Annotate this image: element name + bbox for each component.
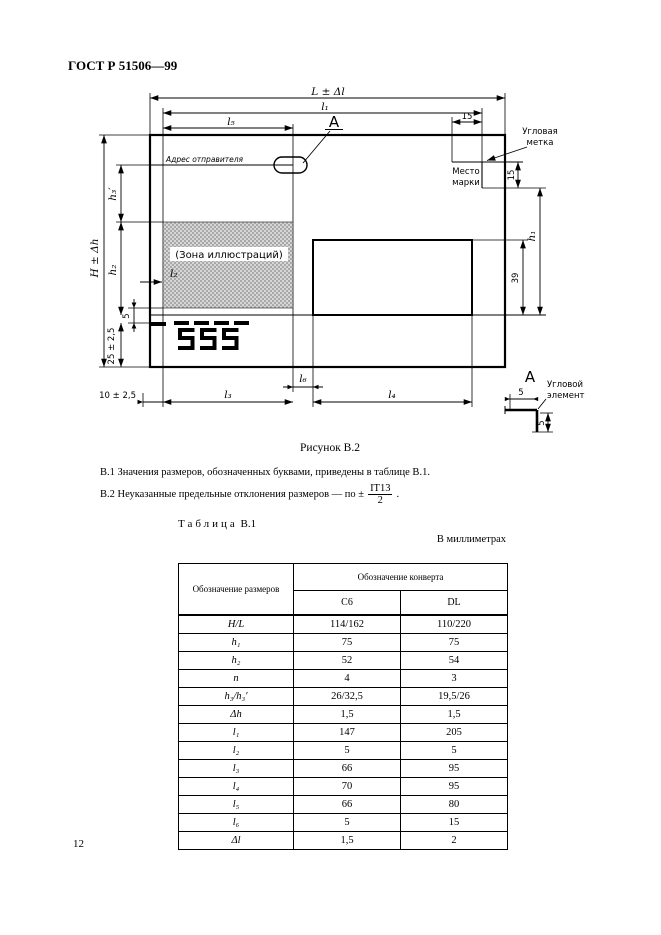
table-row bbox=[179, 688, 508, 706]
dim-15-right: 15 bbox=[507, 169, 517, 181]
detail-a-corner-element bbox=[505, 368, 585, 432]
col-header-dl: DL bbox=[401, 591, 508, 616]
table-row bbox=[179, 670, 508, 688]
table-row bbox=[179, 814, 508, 832]
postal-code-digits bbox=[178, 330, 239, 348]
dim-h2: h₂ bbox=[107, 264, 119, 276]
c6-value: 66 bbox=[294, 760, 401, 778]
corner-mark-label-2: метка bbox=[526, 138, 554, 148]
dl-value: 205 bbox=[401, 724, 508, 742]
dl-value: 2 bbox=[401, 832, 508, 850]
dim-l1: l₁ bbox=[321, 101, 329, 113]
table-row bbox=[179, 615, 508, 634]
corner-element-label-2: элемент bbox=[547, 391, 585, 401]
c6-value: 114/162 bbox=[294, 615, 401, 634]
dl-value: 15 bbox=[401, 814, 508, 832]
dim-L: L ± Δl bbox=[311, 86, 345, 98]
dl-value: 80 bbox=[401, 796, 508, 814]
table-row bbox=[179, 760, 508, 778]
table-row bbox=[179, 652, 508, 670]
dl-value: 110/220 bbox=[401, 615, 508, 634]
row-label: l₂ bbox=[179, 742, 294, 760]
detail-a-letter: А bbox=[524, 368, 536, 386]
table-title-word: Таблица bbox=[178, 518, 238, 530]
dim-l3: l₃ bbox=[224, 389, 232, 401]
table-row bbox=[179, 724, 508, 742]
dl-value: 54 bbox=[401, 652, 508, 670]
corner-element-leader bbox=[538, 399, 546, 409]
table-row bbox=[179, 796, 508, 814]
recipient-address-zone bbox=[313, 240, 472, 315]
dim-l2: l₂ bbox=[170, 268, 178, 280]
fraction-numerator: IT13 bbox=[370, 483, 391, 494]
row-label: n bbox=[179, 670, 294, 688]
dl-value: 75 bbox=[401, 634, 508, 652]
view-a-letter: А bbox=[328, 113, 340, 131]
dl-value: 5 bbox=[401, 742, 508, 760]
dim-25: 25 ± 2,5 bbox=[107, 327, 117, 365]
dim-39: 39 bbox=[511, 272, 521, 284]
figure-caption: Рисунок В.2 bbox=[300, 442, 360, 454]
note-b2-period: . bbox=[396, 489, 400, 501]
postal-digit-5 bbox=[222, 330, 239, 348]
c6-value: 75 bbox=[294, 634, 401, 652]
postal-digit-5 bbox=[200, 330, 217, 348]
row-label: Δl bbox=[179, 832, 294, 850]
dim-l6: l₆ bbox=[299, 373, 307, 385]
c6-value: 4 bbox=[294, 670, 401, 688]
left-dimensions bbox=[89, 135, 163, 367]
dl-value: 3 bbox=[401, 670, 508, 688]
dl-value: 1,5 bbox=[401, 706, 508, 724]
stamp-place-label-1: Место bbox=[452, 167, 480, 177]
col-header-envelope: Обозначение конверта bbox=[294, 564, 508, 591]
sender-address-label: Адрес отправителя bbox=[166, 155, 243, 164]
row-label: h₂ bbox=[179, 652, 294, 670]
dim-H: H ± Δh bbox=[89, 238, 101, 278]
dim-15-top: 15 bbox=[461, 112, 473, 122]
dim-h3: h₃′ bbox=[107, 187, 119, 201]
figure-b2-drawing bbox=[0, 80, 661, 440]
dim-l4: l₄ bbox=[388, 389, 396, 401]
table-row bbox=[179, 634, 508, 652]
dim-l2-group bbox=[140, 268, 178, 282]
corner-mark-label-1: Угловая bbox=[522, 127, 558, 137]
postal-code-strip bbox=[150, 321, 249, 348]
dl-value: 95 bbox=[401, 760, 508, 778]
dim-l5: l₅ bbox=[227, 116, 235, 128]
table-row bbox=[179, 742, 508, 760]
table-row bbox=[179, 832, 508, 850]
dim-5-corner-v: 5 bbox=[537, 420, 547, 426]
c6-value: 1,5 bbox=[294, 832, 401, 850]
table-header-row-1 bbox=[179, 564, 508, 591]
dl-value: 95 bbox=[401, 778, 508, 796]
table-units: В миллиметрах bbox=[436, 534, 506, 545]
row-label: l₄ bbox=[179, 778, 294, 796]
note-b1: В.1 Значения размеров, обозначенных буквами, приведены в таблице В.1. bbox=[100, 467, 430, 478]
row-label: Δh bbox=[179, 706, 294, 724]
c6-value: 26/32,5 bbox=[294, 688, 401, 706]
row-label: l₅ bbox=[179, 796, 294, 814]
dim-h1: h₁ bbox=[526, 230, 538, 242]
tolerance-fraction bbox=[368, 483, 392, 506]
col-header-c6: С6 bbox=[294, 591, 401, 616]
table-row bbox=[179, 706, 508, 724]
row-label: H/L bbox=[179, 615, 294, 634]
dl-value: 19,5/26 bbox=[401, 688, 508, 706]
c6-value: 1,5 bbox=[294, 706, 401, 724]
bottom-dimensions bbox=[99, 373, 472, 407]
table-b1 bbox=[178, 518, 508, 850]
table-row bbox=[179, 778, 508, 796]
postal-digit-5 bbox=[178, 330, 195, 348]
c6-value: 5 bbox=[294, 742, 401, 760]
table-title-number: В.1 bbox=[240, 518, 257, 530]
corner-mark-leader bbox=[487, 147, 527, 161]
standard-number: ГОСТ Р 51506—99 bbox=[68, 58, 178, 73]
c6-value: 70 bbox=[294, 778, 401, 796]
dimensions-table bbox=[178, 563, 508, 850]
c6-value: 147 bbox=[294, 724, 401, 742]
c6-value: 5 bbox=[294, 814, 401, 832]
col-header-sizes: Обозначение размеров bbox=[179, 564, 294, 616]
note-b2-text: В.2 Неуказанные предельные отклонения размеров — по ± bbox=[100, 489, 365, 501]
row-label: l₁ bbox=[179, 724, 294, 742]
page-number: 12 bbox=[73, 838, 84, 850]
c6-value: 52 bbox=[294, 652, 401, 670]
note-b2 bbox=[100, 483, 399, 506]
illustration-zone bbox=[163, 222, 293, 308]
row-label: h₃/h₃′ bbox=[179, 688, 294, 706]
dim-5-left: 5 bbox=[122, 313, 132, 319]
row-label: l₃ bbox=[179, 760, 294, 778]
corner-element-label-1: Угловой bbox=[547, 380, 584, 390]
table-title bbox=[178, 518, 508, 530]
c6-value: 66 bbox=[294, 796, 401, 814]
illustration-zone-label: (Зона иллюстраций) bbox=[175, 250, 283, 261]
row-label: l₆ bbox=[179, 814, 294, 832]
dim-5-corner-h: 5 bbox=[518, 388, 524, 398]
stamp-place-label-2: марки bbox=[452, 178, 480, 188]
fraction-denominator: 2 bbox=[377, 495, 383, 507]
view-a-callout bbox=[274, 113, 343, 173]
row-label: h₁ bbox=[179, 634, 294, 652]
dim-10: 10 ± 2,5 bbox=[99, 391, 136, 401]
